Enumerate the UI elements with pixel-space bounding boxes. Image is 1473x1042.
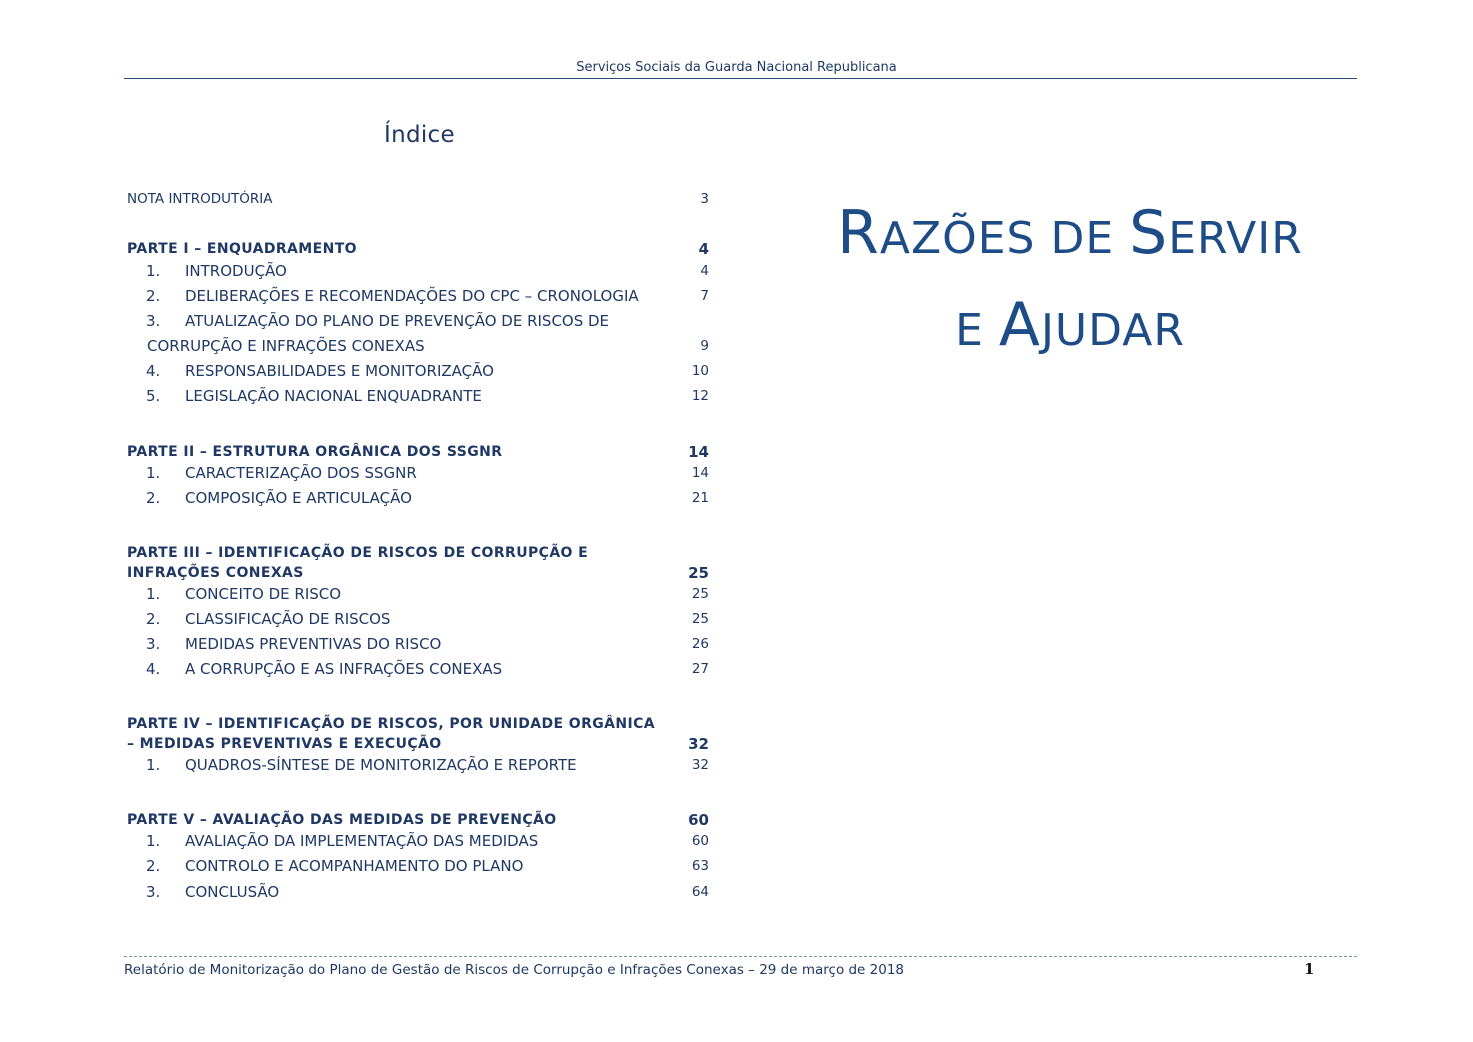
toc-entry-number: 4. [146,362,161,380]
slogan-text: JUDAR [1040,305,1185,356]
toc-entry-number: 2. [146,610,161,628]
slogan-letter: S [1129,198,1169,268]
toc-entry-label: CARACTERIZAÇÃO DOS SSGNR [185,464,417,482]
toc-entry-page: 10 [691,363,709,379]
page-header: Serviços Sociais da Guarda Nacional Republicana [576,60,897,75]
toc-entry-label: A CORRUPÇÃO E AS INFRAÇÕES CONEXAS [185,660,503,678]
toc-entry-label: DELIBERAÇÕES E RECOMENDAÇÕES DO CPC – CRONOLOGIA [185,287,639,305]
toc-entry-label: PARTE II – ESTRUTURA ORGÂNICA DOS SSGNR [127,444,503,460]
footer-rule [124,956,1357,957]
toc-entry-page: 64 [691,884,709,900]
slogan [800,190,1340,374]
toc-entry-page: 4 [698,240,709,258]
toc-entry-number: 1. [146,756,161,774]
toc-entry-page: 14 [691,465,709,481]
toc-entry-number: 1. [146,464,161,482]
toc-entry-label: MEDIDAS PREVENTIVAS DO RISCO [185,635,442,653]
toc-entry-page: 21 [691,490,709,506]
toc-entry-page: 25 [691,611,709,627]
toc-entry-number: 1. [146,262,161,280]
toc-entry-page: 63 [691,858,709,874]
toc-entry-label: AVALIAÇÃO DA IMPLEMENTAÇÃO DAS MEDIDAS [185,832,539,850]
page-number: 1 [1304,960,1315,978]
toc-entry-label: – MEDIDAS PREVENTIVAS E EXECUÇÃO [127,736,442,752]
toc-entry-label: INTRODUÇÃO [185,262,287,280]
toc-entry-label: COMPOSIÇÃO E ARTICULAÇÃO [185,489,412,507]
slogan-line-1 [800,190,1340,282]
toc-entry-number: 2. [146,857,161,875]
slogan-text: AZÕES DE [879,213,1130,264]
toc-entry-label: CORRUPÇÃO E INFRAÇÕES CONEXAS [147,337,425,355]
toc-entry-label: NOTA INTRODUTÓRIA [127,191,273,207]
toc-entry-number: 3. [146,883,161,901]
toc-entry-label: PARTE IV – IDENTIFICAÇÃO DE RISCOS, POR UNIDADE ORGÂNICA [127,716,656,732]
header-rule [124,78,1357,79]
slogan-text: ERVIR [1168,213,1303,264]
toc-entry-page: 27 [691,661,709,677]
toc-entry-page: 60 [688,811,709,829]
toc-entry-label: ATUALIZAÇÃO DO PLANO DE PREVENÇÃO DE RISCOS DE [185,312,610,330]
toc-entry-number: 4. [146,660,161,678]
slogan-line-2 [800,282,1340,374]
slogan-letter: A [998,290,1041,360]
toc-entry-page: 32 [688,735,709,753]
toc-entry-page: 14 [688,443,709,461]
toc-entry-label: RESPONSABILIDADES E MONITORIZAÇÃO [185,362,494,380]
toc-entry-page: 25 [691,586,709,602]
toc-entry-number: 1. [146,832,161,850]
toc-entry-number: 2. [146,489,161,507]
slogan-text: E [955,305,999,356]
toc-entry-page: 9 [700,338,709,354]
toc-entry-page: 12 [691,388,709,404]
toc-entry-label: QUADROS-SÍNTESE DE MONITORIZAÇÃO E REPORTE [185,756,577,774]
toc-entry-label: LEGISLAÇÃO NACIONAL ENQUADRANTE [185,387,482,405]
toc-entry-number: 3. [146,312,161,330]
toc-entry-page: 25 [688,564,709,582]
toc-entry-number: 1. [146,585,161,603]
toc-entry-label: CONCEITO DE RISCO [185,585,342,603]
toc-entry-page: 3 [700,191,709,207]
toc-entry-label: PARTE V – AVALIAÇÃO DAS MEDIDAS DE PREVENÇÃO [127,812,557,828]
toc-entry-number: 3. [146,635,161,653]
toc-entry-label: INFRAÇÕES CONEXAS [127,565,304,581]
toc-entry-label: CONTROLO E ACOMPANHAMENTO DO PLANO [185,857,524,875]
toc-title: Índice [384,122,455,148]
footer-text: Relatório de Monitorização do Plano de Gestão de Riscos de Corrupção e Infrações Conexas – 29 de março de 2018 [124,962,905,978]
toc-entry-label: PARTE I – ENQUADRAMENTO [127,241,357,257]
toc-entry-page: 7 [700,288,709,304]
toc-entry-label: CLASSIFICAÇÃO DE RISCOS [185,610,391,628]
toc-entry-page: 60 [691,833,709,849]
toc-entry-page: 32 [691,757,709,773]
toc-entry-number: 2. [146,287,161,305]
toc-entry-page: 4 [700,263,709,279]
toc-entry-label: CONCLUSÃO [185,883,280,901]
toc-entry-number: 5. [146,387,161,405]
slogan-letter: R [837,198,880,268]
toc-entry-page: 26 [691,636,709,652]
toc-entry-label: PARTE III – IDENTIFICAÇÃO DE RISCOS DE CORRUPÇÃO E [127,545,589,561]
